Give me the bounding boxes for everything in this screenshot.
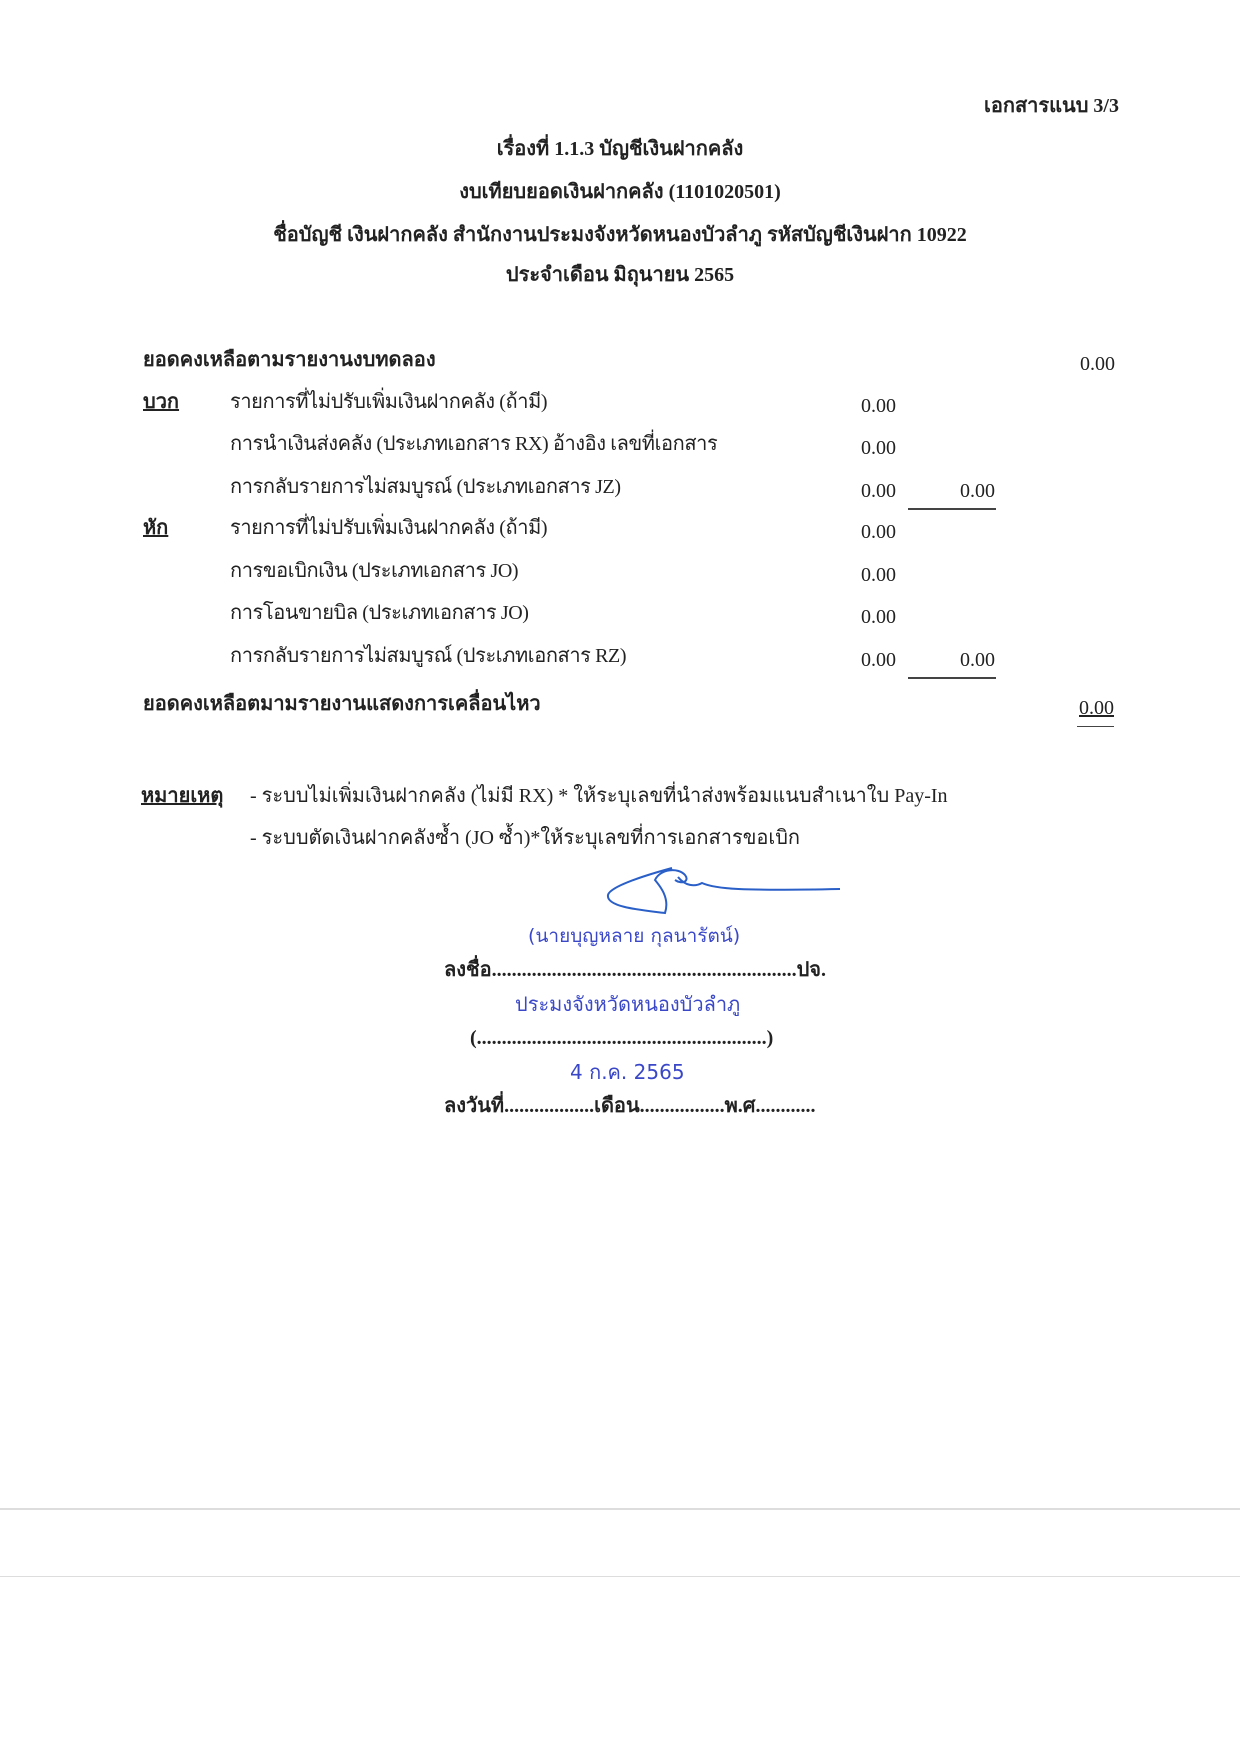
less-item-value: 0.00 bbox=[861, 649, 896, 671]
add-item-text: การกลับรายการไม่สมบูรณ์ (ประเภทเอกสาร JZ) bbox=[230, 476, 621, 498]
add-subtotal: 0.00 bbox=[960, 480, 995, 502]
less-item-value: 0.00 bbox=[861, 606, 896, 628]
less-item-value: 0.00 bbox=[861, 564, 896, 586]
subtotal-rule bbox=[908, 677, 996, 679]
attachment-label: เอกสารแนบ 3/3 bbox=[984, 95, 1119, 117]
sign-line: ลงชื่อ.............................................................ปจ. bbox=[444, 959, 827, 981]
opening-balance-value: 0.00 bbox=[1080, 353, 1115, 375]
notes-label: หมายเหตุ bbox=[141, 785, 224, 807]
note-line-2: - ระบบตัดเงินฝากคลังซ้ำ (JO ซ้ำ)*ให้ระบุเลขที่การเอกสารขอเบิก bbox=[250, 827, 801, 849]
signature-scribble bbox=[590, 862, 850, 922]
signer-name-handwritten: (นายบุญหลาย กุลนารัตน์) bbox=[528, 925, 741, 947]
title-line-3: ชื่อบัญชี เงินฝากคลัง สำนักงานประมงจังหวัดหนองบัวลำภู รหัสบัญชีเงินฝาก 10922 bbox=[273, 224, 967, 246]
less-item-text: รายการที่ไม่ปรับเพิ่มเงินฝากคลัง (ถ้ามี) bbox=[230, 517, 548, 539]
add-item-value: 0.00 bbox=[861, 480, 896, 502]
closing-balance-label: ยอดคงเหลือตมามรายงานแสดงการเคลื่อนไหว bbox=[143, 693, 541, 715]
add-label: บวก bbox=[143, 391, 180, 413]
note-line-1: - ระบบไม่เพิ่มเงินฝากคลัง (ไม่มี RX) * ให้ระบุเลขที่นำส่งพร้อมแนบสำเนาใบ Pay-In bbox=[250, 785, 948, 807]
position-handwritten: ประมงจังหวัดหนองบัวลำภู bbox=[515, 992, 741, 1016]
opening-balance-label: ยอดคงเหลือตามรายงานงบทดลอง bbox=[143, 349, 436, 371]
less-item-text: การกลับรายการไม่สมบูรณ์ (ประเภทเอกสาร RZ) bbox=[230, 645, 627, 667]
add-item-text: รายการที่ไม่ปรับเพิ่มเงินฝากคลัง (ถ้ามี) bbox=[230, 391, 548, 413]
title-line-2: งบเทียบยอดเงินฝากคลัง (1101020501) bbox=[459, 181, 781, 203]
less-item-text: การโอนขายบิล (ประเภทเอกสาร JO) bbox=[230, 602, 529, 624]
add-item-text: การนำเงินส่งคลัง (ประเภทเอกสาร RX) อ้างอิง เลขที่เอกสาร bbox=[230, 433, 718, 455]
date-line: ลงวันที่..................เดือน.................พ.ศ............ bbox=[444, 1095, 816, 1117]
title-line-1: เรื่องที่ 1.1.3 บัญชีเงินฝากคลัง bbox=[496, 138, 744, 160]
add-item-value: 0.00 bbox=[861, 437, 896, 459]
date-handwritten: 4 ก.ค. 2565 bbox=[570, 1060, 685, 1084]
scan-edge-line bbox=[0, 1508, 1240, 1510]
add-item-value: 0.00 bbox=[861, 395, 896, 417]
position-line: (..........................................................) bbox=[470, 1027, 774, 1049]
double-underline bbox=[1077, 726, 1114, 727]
title-line-4: ประจำเดือน มิถุนายน 2565 bbox=[505, 264, 735, 286]
less-item-value: 0.00 bbox=[861, 521, 896, 543]
closing-balance-value: 0.00 bbox=[1079, 697, 1114, 719]
less-subtotal: 0.00 bbox=[960, 649, 995, 671]
subtotal-rule bbox=[908, 508, 996, 510]
less-label: หัก bbox=[143, 517, 169, 539]
less-item-text: การขอเบิกเงิน (ประเภทเอกสาร JO) bbox=[230, 560, 519, 582]
scan-edge-line bbox=[0, 1576, 1240, 1577]
